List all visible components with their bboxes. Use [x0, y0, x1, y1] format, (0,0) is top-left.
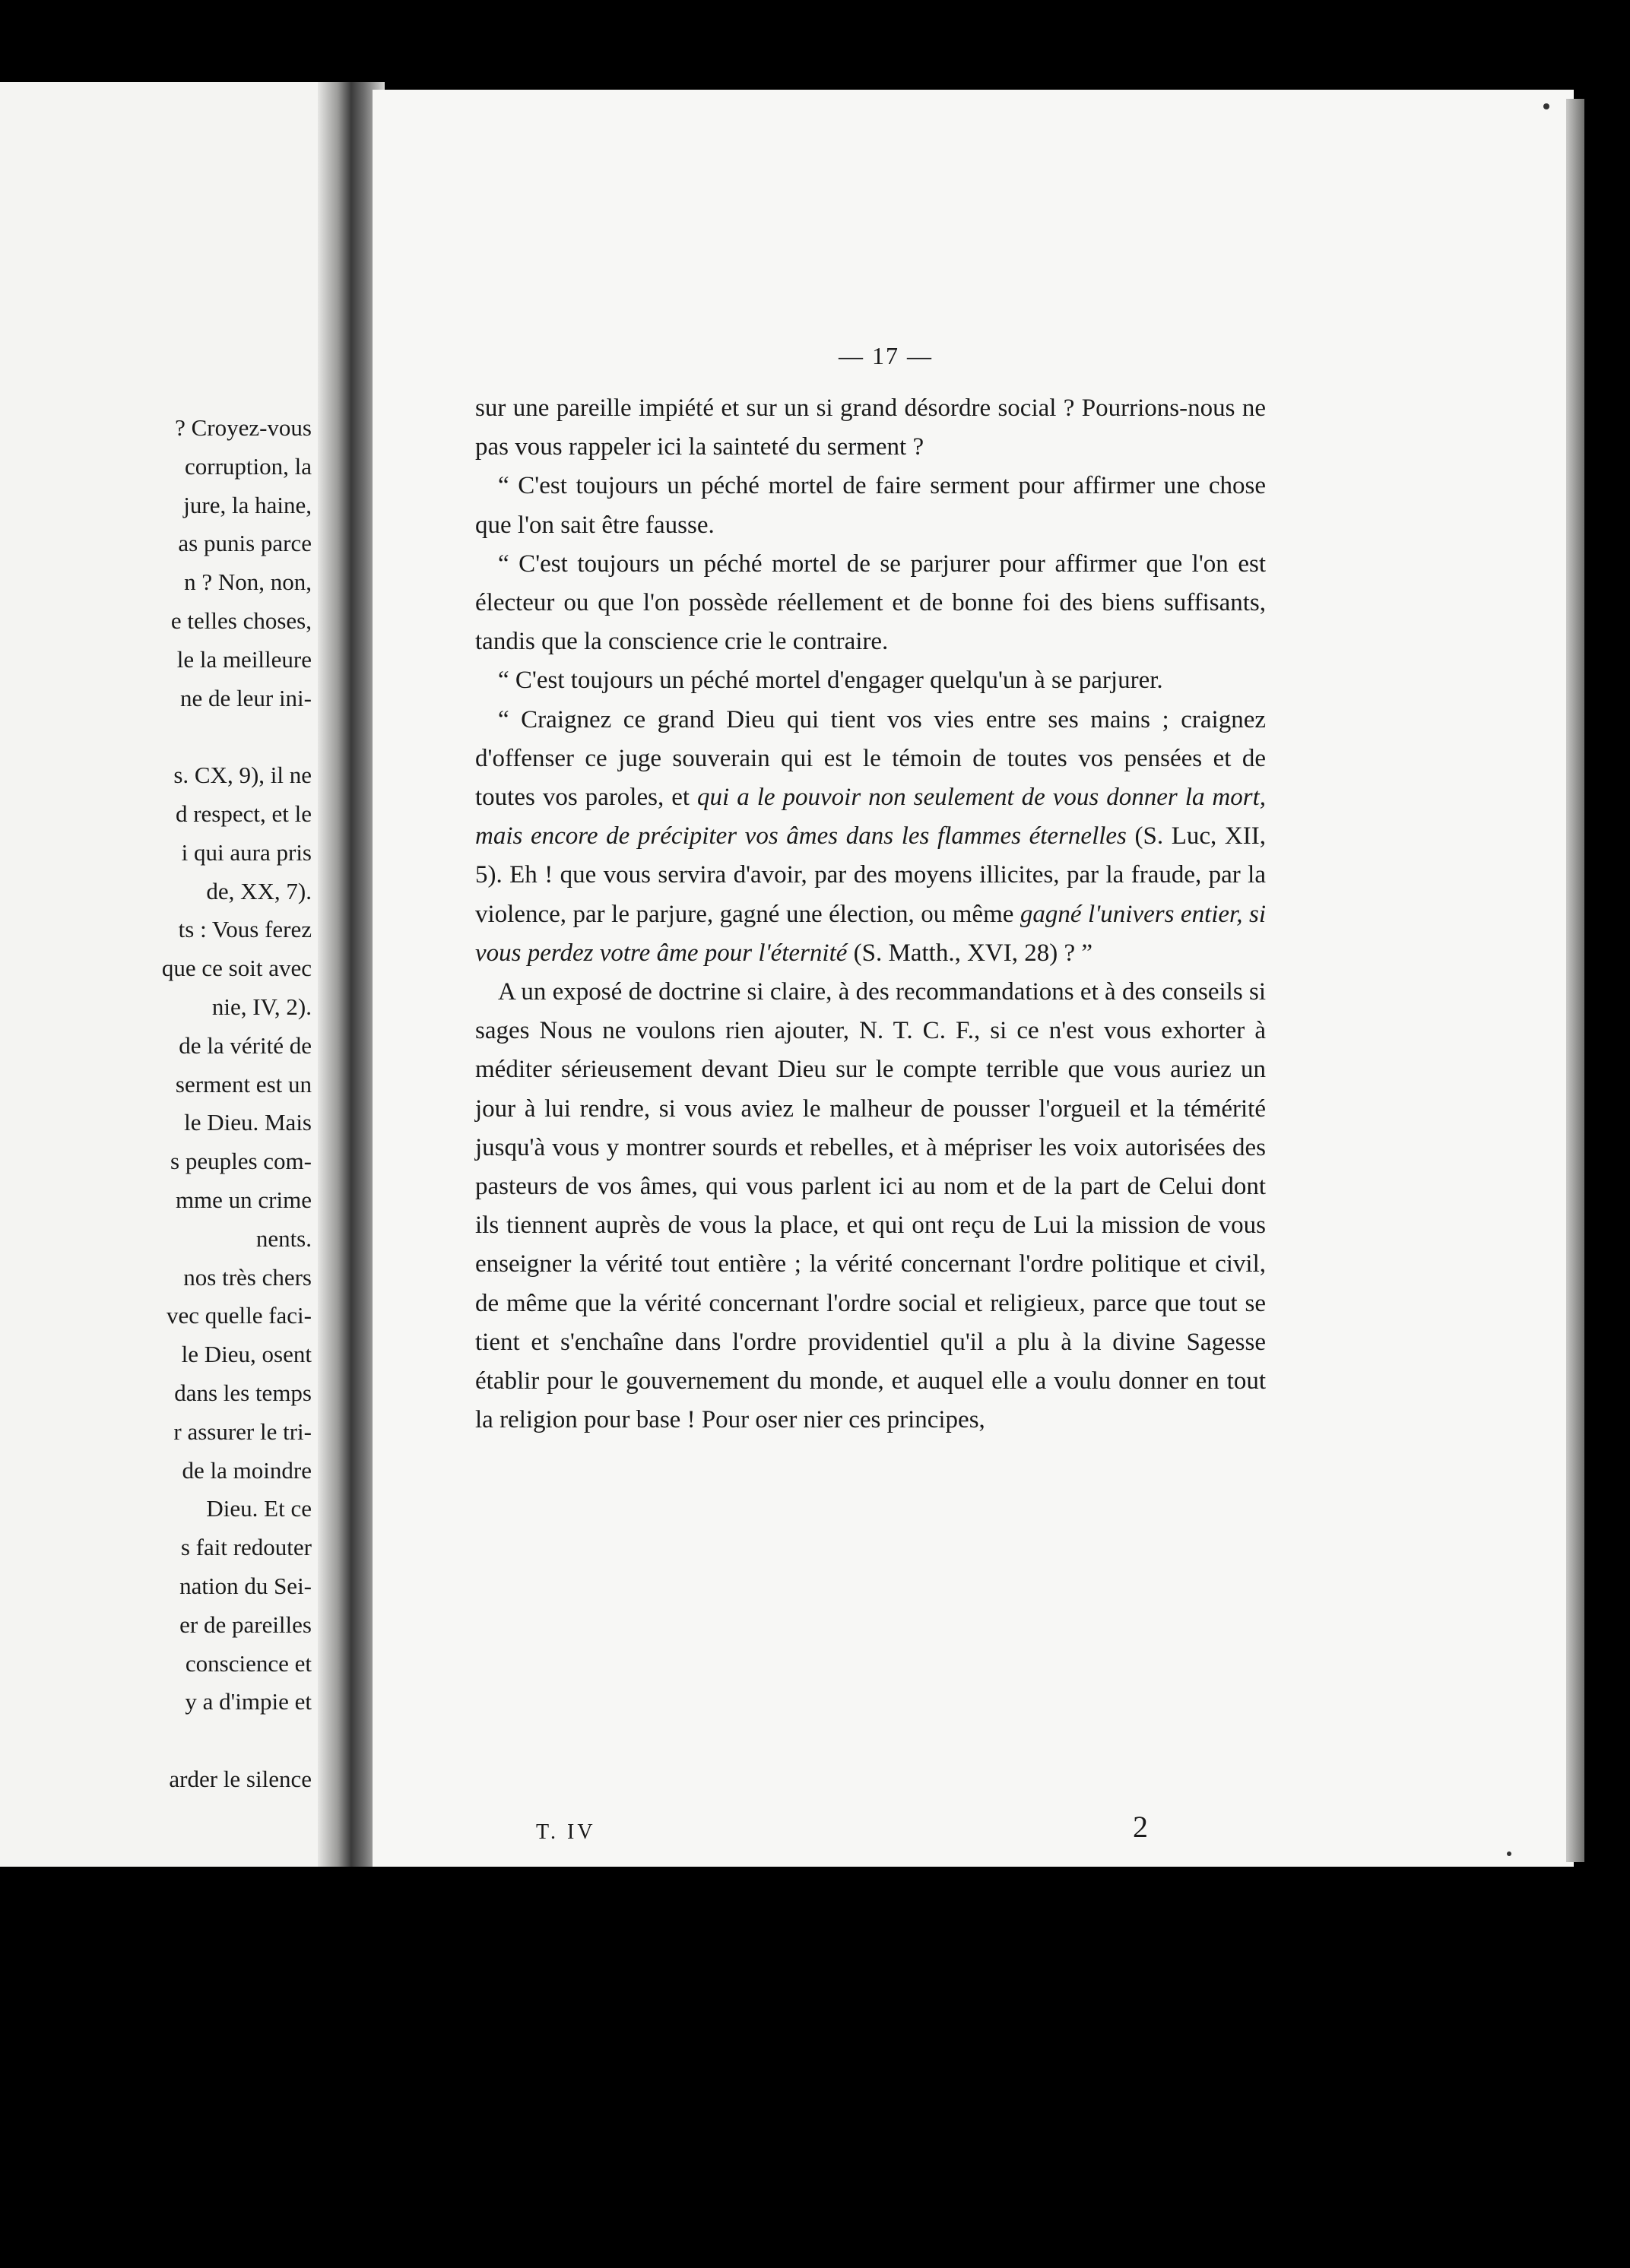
scan-speck: [1507, 1851, 1511, 1856]
left-page-line: de la vérité de: [179, 1031, 312, 1059]
left-page-line: que ce soit avec: [161, 955, 312, 982]
left-page-line: e telles choses,: [170, 607, 312, 634]
left-page-line: nos très chers: [183, 1263, 312, 1291]
left-page-line: [0, 1722, 312, 1760]
quote-reference: (S. Luc, XII, 5). Eh ! que vous servira d'avoir, par des moyens illicites, par la fraude, par la violence, par le parjure, gagné une élection, ou même: [475, 822, 1266, 928]
running-head: — 17 —: [839, 342, 933, 369]
left-page-line: s peuples com-: [170, 1148, 312, 1175]
left-page-line: dans les temps: [174, 1379, 312, 1406]
left-page-line: le Dieu. Mais: [184, 1109, 312, 1136]
right-page-body: [475, 389, 1266, 1440]
left-page-line: vec quelle faci-: [166, 1302, 312, 1329]
left-page-line: n ? Non, non,: [184, 569, 312, 596]
scan-speck: [1543, 103, 1549, 109]
left-page-line: de, XX, 7).: [206, 877, 312, 904]
left-page-line: i qui aura pris: [181, 838, 312, 866]
paragraph: sur une pareille impiété et sur un si grand désordre social ? Pourrions-nous ne pas vous rappeler ici la sainteté du serment ?: [475, 394, 1266, 461]
left-page-line: s fait redouter: [180, 1534, 312, 1561]
left-page-line: corruption, la: [184, 452, 312, 480]
quote-italic: qui a le pouvoir non seulement de vous donner la mort, mais encore de précipiter vos âmes dans les flammes éternelles: [475, 784, 1266, 850]
gathering-number: 2: [1133, 1810, 1148, 1844]
quote-italic: gagné l'univers entier, si vous perdez votre âme pour l'éternité: [475, 900, 1266, 967]
left-page-line: le Dieu, osent: [181, 1341, 312, 1368]
left-page-line: conscience et: [185, 1649, 312, 1677]
left-page-line: d respect, et le: [175, 800, 312, 827]
paragraph: A un exposé de doctrine si claire, à des recommandations et à des conseils si sages Nous ne voulons rien ajouter, N. T. C. F., si ce n'est vous exhorter à méditer sérieusement devant Dieu sur le compte terrible que vous auriez un jour à lui rendre, si vous aviez le malheur de pousser l'orgueil et la témérité jusqu'à vous y montrer sourds et rebelles, et à mépriser les voix autorisées des pasteurs de vos âmes, qui vous parlent ici au nom et de la part de Celui dont ils tiennent auprès de vous la place, et qui ont reçu de Lui la mission de vous enseigner la vérité tout entière ; la vérité concernant l'ordre politique et civil, de même que la vérité concernant l'ordre social et religieux, parce que tout se tient et s'enchaîne dans l'ordre providentiel qu'il a plu à la divine Sagesse établir pour le gouvernement du monde, et auquel elle a voulu donner en tout la religion pour base ! Pour oser nier ces principes,: [475, 978, 1266, 1434]
left-page-line: jure, la haine,: [183, 491, 312, 518]
left-page-line: nation du Sei-: [179, 1572, 312, 1599]
left-page-line: er de pareilles: [179, 1611, 312, 1638]
left-page-line: as punis parce: [178, 530, 312, 557]
left-page-line: nents.: [255, 1224, 312, 1252]
paragraph: “ C'est toujours un péché mortel de se parjurer pour affirmer que l'on est électeur ou que l'on possède réellement et de bonne foi des biens suffisants, tandis que la conscience crie le contraire.: [475, 550, 1266, 656]
left-page-line: nie, IV, 2).: [211, 993, 312, 1020]
left-page-line: s. CX, 9), il ne: [173, 762, 312, 789]
left-page-line: ts : Vous ferez: [178, 916, 312, 943]
left-page-line: ne de leur ini-: [179, 684, 312, 711]
quote-reference: (S. Matth., XVI, 28) ? ”: [847, 939, 1093, 967]
paragraph: “ C'est toujours un péché mortel d'engager quelqu'un à se parjurer.: [498, 667, 1163, 695]
left-page-line: y a d'impie et: [185, 1688, 312, 1715]
left-page-line: arder le silence: [169, 1765, 312, 1792]
quote-text: “ Craignez ce grand Dieu qui tient vos vies entre ses mains ; craignez d'offenser ce juge souverain qui est le témoin de toutes vos pensées et de toutes vos paroles, et: [475, 705, 1266, 812]
left-page-line: ? Croyez-vous: [175, 414, 312, 441]
left-page-line: de la moindre: [182, 1456, 312, 1484]
page-edge: [1566, 99, 1584, 1862]
left-page-line: le la meilleure: [176, 645, 312, 673]
left-page-line: mme un crime: [175, 1186, 312, 1213]
left-page-text: [0, 409, 312, 1799]
left-page-line: Dieu. Et ce: [206, 1495, 312, 1522]
left-page-line: [0, 717, 312, 756]
left-page-line: r assurer le tri-: [173, 1418, 312, 1445]
left-page: [0, 82, 327, 1867]
paragraph: “ C'est toujours un péché mortel de faire serment pour affirmer une chose que l'on sait être fausse.: [475, 472, 1266, 539]
signature-mark: T. IV: [536, 1820, 596, 1844]
left-page-line: serment est un: [175, 1070, 312, 1098]
paragraph-quote: [475, 701, 1266, 973]
